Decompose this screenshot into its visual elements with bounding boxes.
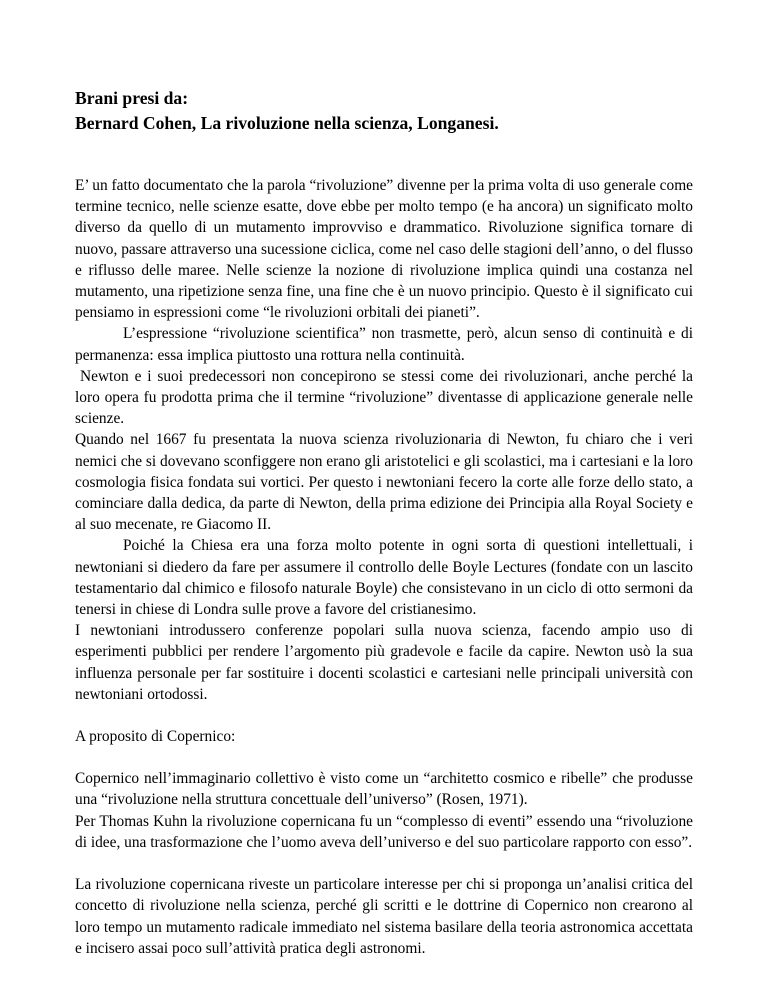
title-spacer-2 xyxy=(75,155,693,175)
paragraph-10: La rivoluzione copernicana riveste un particolare interesse per chi si proponga un’analisi critica del concetto di rivoluzione nella scienza, perché gli scritti e le dottrine di Copernico non crearono al loro tempo un mutamento radicale immediato nel sistema basilare della teoria astronomica accettata e incisero assai poco sull’attività pratica degli astronomi. xyxy=(75,876,693,957)
paragraph-2: L’espressione “rivoluzione scientifica” non trasmette, però, alcun senso di continuità e di permanenza: essa implica piuttosto una rottura nella continuità. xyxy=(75,325,693,364)
title-spacer xyxy=(75,135,693,155)
section-heading-copernico: A proposito di Copernico: xyxy=(75,728,236,746)
document-title-line-1: Brani presi da: xyxy=(75,88,189,108)
document-page xyxy=(75,86,693,959)
paragraph-5: Poiché la Chiesa era una forza molto potente in ogni sorta di questioni intellettuali, i newtoniani si diedero da fare per assumere il controllo delle Boyle Lectures (fondate con un lascito testamentario dal chimico e filosofo naturale Boyle) che consistevano in un ciclo di otto sermoni da tenersi in chiese di Londra sulle prove a favore del cristianesimo. xyxy=(75,537,693,619)
paragraph-8: Copernico nell’immaginario collettivo è visto come un “architetto cosmico e ribelle” che produsse una “rivoluzione nella struttura concettuale dell’universo” (Rosen, 1971). xyxy=(75,770,693,809)
paragraph-6: I newtoniani introdussero conferenze popolari sulla nuova scienza, facendo ampio uso di esperimenti pubblici per rendere l’argomento più gradevole e facile da capire. Newton usò la sua influenza personale per far sostituire i docenti scolastici e cartesiani nelle principali università con newtoniani ortodossi. xyxy=(75,622,693,703)
paragraph-4: Quando nel 1667 fu presentata la nuova scienza rivoluzionaria di Newton, fu chiaro che i veri nemici che si dovevano sconfiggere non erano gli aristotelici e gli scolastici, ma i cartesiani e la loro cosmologia fisica fondata sui vortici. Per questo i newtoniani fecero la corte alle forze dello stato, a cominciare dalla dedica, da parte di Newton, della prima edizione dei Principia alla Royal Society e al suo mecenate, re Giacomo II. xyxy=(75,431,693,534)
document-title-line-2: Bernard Cohen, La rivoluzione nella scienza, Longanesi. xyxy=(75,112,499,133)
paragraph-9: Per Thomas Kuhn la rivoluzione copernicana fu un “complesso di eventi” essendo una “rivoluzione di idee, una trasformazione che l’uomo aveva dell’universo e del suo particolare rapporto con esso”. xyxy=(75,812,693,851)
paragraph-1: E’ un fatto documentato che la parola “rivoluzione” divenne per la prima volta di uso generale come termine tecnico, nelle scienze esatte, dove ebbe per molto tempo (e ha ancora) un significato molto diverso da quello di un mutamento improvviso e drammatico. Rivoluzione significa tornare di nuovo, passare attraverso una sucessione ciclica, come nel caso delle stagioni dell’anno, o del flusso e riflusso delle maree. Nelle scienze la nozione di rivoluzione implica quindi una costanza nel mutamento, una ripetizione senza fine, una fine che è un nuovo principio. Questo è il significato cui pensiamo in espressioni come “le rivoluzioni orbitali dei pianeti”. xyxy=(75,177,693,322)
paragraph-3: Newton e i suoi predecessori non concepirono se stessi come dei rivoluzionari, anche perché la loro opera fu prodotta prima che il termine “rivoluzione” diventasse di applicazione generale nelle scienze. xyxy=(75,367,693,428)
